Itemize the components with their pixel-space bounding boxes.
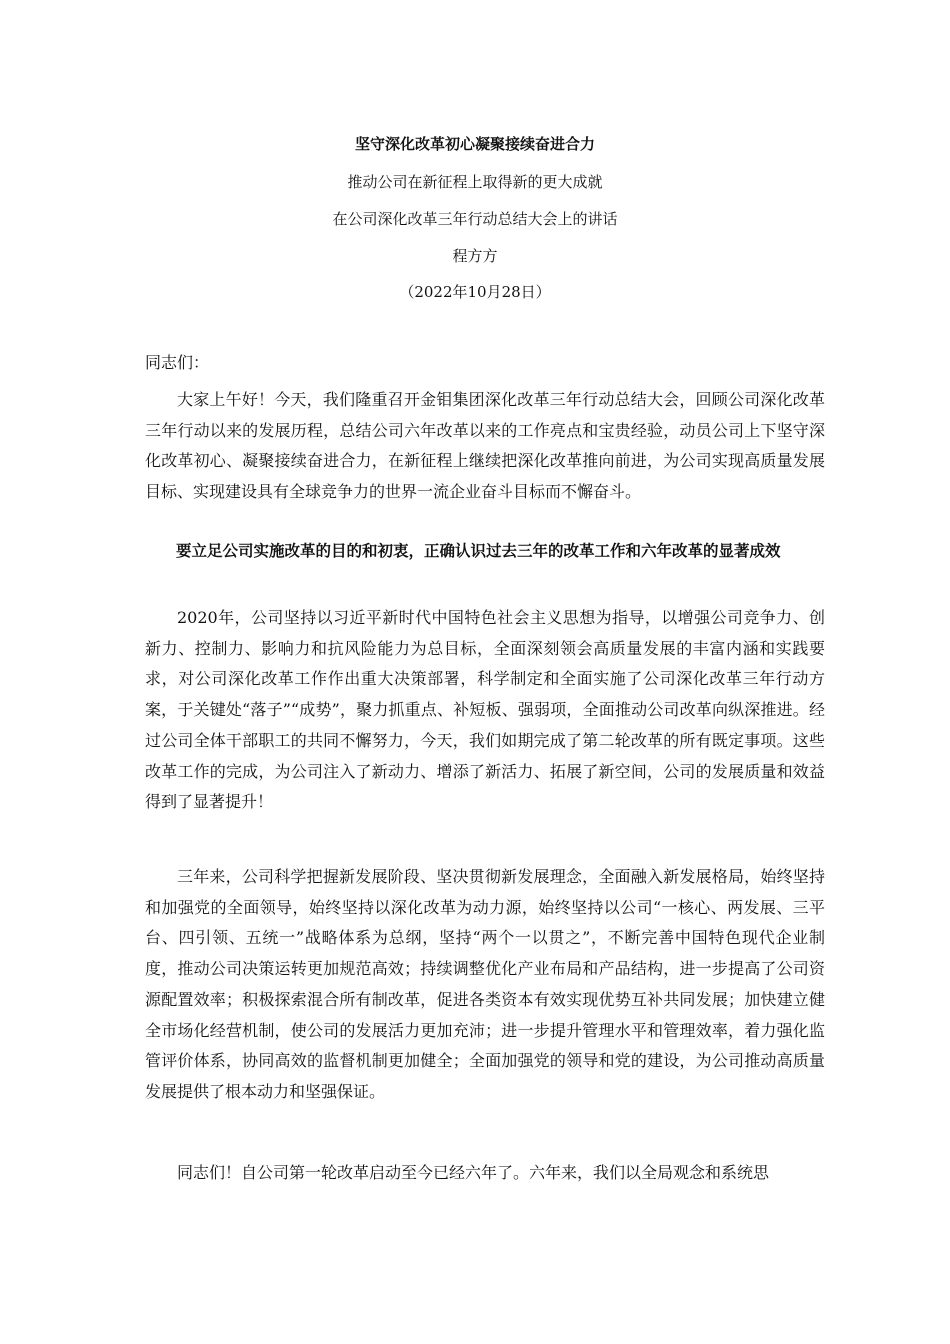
section-heading: 要立足公司实施改革的目的和初衷，正确认识过去三年的改革工作和六年改革的显著成效 — [176, 542, 781, 560]
paragraph-2-block — [145, 603, 825, 818]
paragraph-1-block — [145, 385, 825, 508]
speech-date: （2022年10月28日） — [399, 283, 551, 301]
document-title: 坚守深化改革初心凝聚接续奋进合力 — [354, 135, 595, 153]
salutation: 同志们： — [145, 353, 210, 372]
paragraph-3-block — [145, 862, 825, 1108]
paragraph: 同志们！自公司第一轮改革启动至今已经六年了。六年来，我们以全局观念和系统思 — [177, 1163, 770, 1182]
speaker-name: 程方方 — [452, 247, 498, 265]
section-heading-block — [145, 536, 825, 567]
document-subtitle: 推动公司在新征程上取得新的更大成就 — [347, 173, 603, 191]
paragraph: 大家上午好！今天，我们隆重召开金钼集团深化改革三年行动总结大会，回顾公司深化改革三年行动以来的发展历程，总结公司六年改革以来的工作亮点和宝贵经验，动员公司上下坚守深化改革初心、凝聚接续奋进合力，在新征程上继续把深化改革推向前进，为公司实现高质量发展目标、实现建设具有全球竞争力的世界一流企业奋斗目标而不懈奋斗。 — [145, 390, 825, 502]
paragraph: 2020年，公司坚持以习近平新时代中国特色社会主义思想为指导，以增强公司竞争力、创新力、控制力、影响力和抗风险能力为总目标，全面深刻领会高质量发展的丰富内涵和实践要求，对公司深化改革工作作出重大决策部署，科学制定和全面实施了公司深化改革三年行动方案，于关键处“落子”“成势”，聚力抓重点、补短板、强弱项，全面推动公司改革向纵深推进。经过公司全体干部职工的共同不懈努力，今天，我们如期完成了第二轮改革的所有既定事项。这些改革工作的完成，为公司注入了新动力、增添了新活力、拓展了新空间，公司的发展质量和效益得到了显著提升！ — [145, 608, 825, 812]
paragraph: 三年来，公司科学把握新发展阶段、坚决贯彻新发展理念，全面融入新发展格局，始终坚持和加强党的全面领导，始终坚持以深化改革为动力源，始终坚持以公司“一核心、两发展、三平台、四引领、五统一”战略体系为总纲，坚持“两个一以贯之”，不断完善中国特色现代企业制度，推动公司决策运转更加规范高效；持续调整优化产业布局和产品结构，进一步提高了公司资源配置效率；积极探索混合所有制改革，促进各类资本有效实现优势互补共同发展；加快建立健全市场化经营机制，使公司的发展活力更加充沛；进一步提升管理水平和管理效率，着力强化监管评价体系，协同高效的监督机制更加健全；全面加强党的领导和党的建设，为公司推动高质量发展提供了根本动力和坚强保证。 — [145, 867, 825, 1101]
paragraph-4-block — [145, 1158, 825, 1189]
document-occasion: 在公司深化改革三年行动总结大会上的讲话 — [332, 210, 618, 228]
